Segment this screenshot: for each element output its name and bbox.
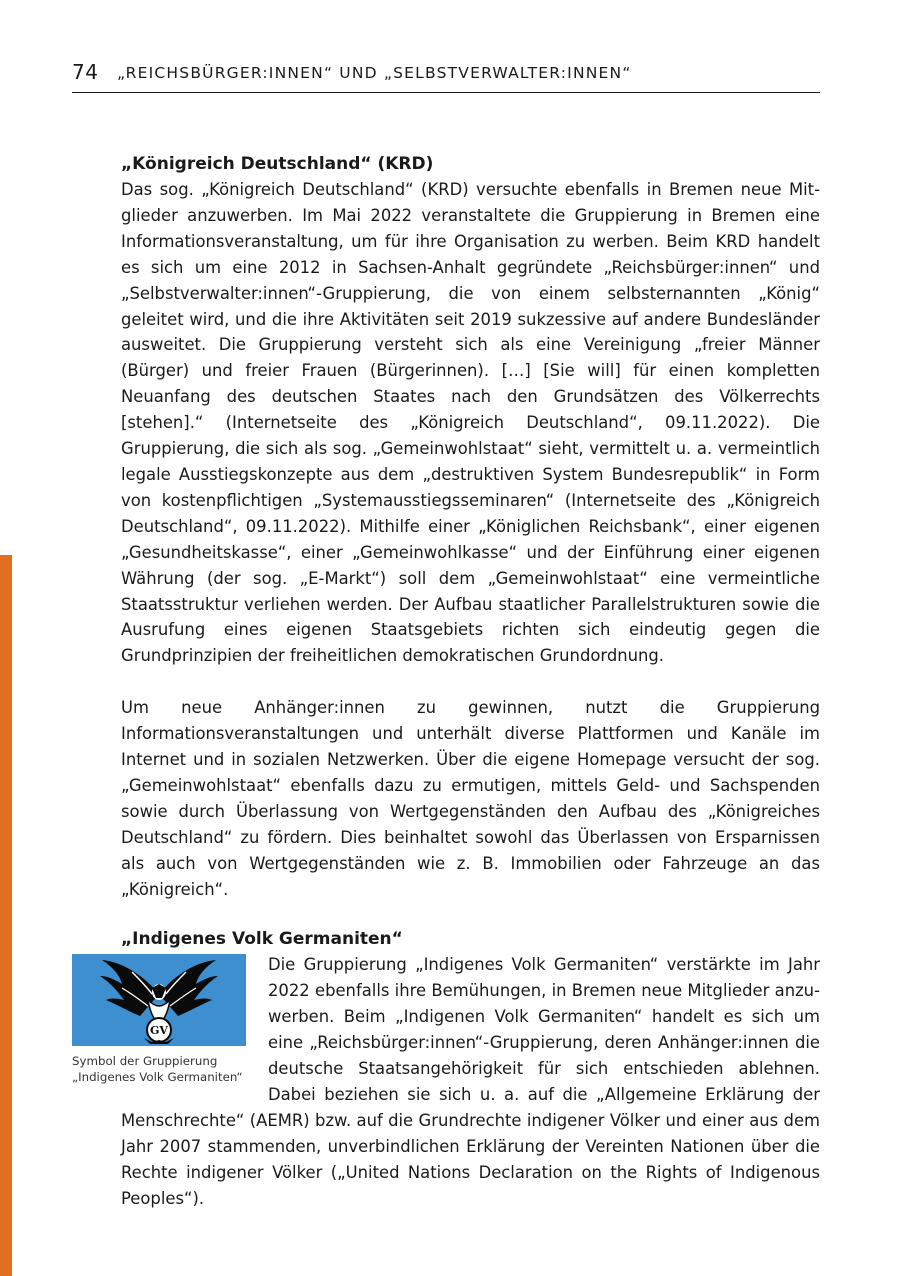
- paragraph-germaniten: Die Gruppierung „Indigenes Volk Germaniten“ verstärkte im Jahr 2022 ebenfalls ihre Bemühungen, in Bremen neue Mitglieder anzuwerben. Beim „Indigenen Volk Germaniten“ handelt es sich um eine „Reichsbürger:innen“-Gruppierung, deren Anhänger:innen die deutsche Staatsangehörigkeit für sich entschieden ablehnen. Dabei beziehen sie sich u. a. auf die „Allgemeine Erklärung der Menschrechte“ (AEMR) bzw. auf die Grundrechte indigener Völker und einer aus dem Jahr 2007 stammenden, unverbindlichen Erklärung der Vereinten Nationen über die Rechte indigener Völker („United Nations Declaration on the Rights of Indigenous Peoples“).: [121, 955, 820, 1208]
- orange-side-bar: [0, 555, 12, 1276]
- paragraph-spacer: [121, 669, 820, 695]
- figure-caption: [72, 1053, 250, 1085]
- running-title: „REICHSBÜRGER:INNEN“ UND „SELBSTVERWALTER:INNEN“: [117, 64, 632, 82]
- caption-line-2: „Indigenes Volk Germaniten“: [72, 1070, 243, 1085]
- eagle-emblem-icon: [72, 954, 246, 1046]
- page-number: 74: [72, 60, 99, 84]
- paragraph-krd-1: Das sog. „Königreich Deutschland“ (KRD) versuchte ebenfalls in Bremen neue Mitglieder anzuwerben. Im Mai 2022 veranstaltete die Gruppierung in Bremen eine Informationsveranstaltung, um für ihre Organisation zu werben. Beim KRD handelt es sich um eine 2012 in Sachsen-Anhalt gegründete „Reichsbürger:innen“ und „Selbstverwalter:innen“-Gruppierung, die von einem selbsternannten „König“ geleitet wird, und die ihre Aktivitäten seit 2019 sukzessive auf andere Bundesländer ausweitet. Die Gruppierung versteht sich als eine Vereinigung „freier Männer (Bürger) und freier Frauen (Bürgerinnen). […] [Sie will] für einen kompletten Neuanfang des deutschen Staates nach den Grundsätzen des Völkerrechts [stehen].“ (Internetseite des „Königreich Deutschland“, 09.11.2022). Die Gruppierung, die sich als sog. „Gemeinwohlstaat“ sieht, vermittelt u. a. vermeintlich legale Ausstiegskonzepte aus dem „destruktiven System Bundesrepublik“ in Form von kostenpflichtigen „Systemausstiegsseminaren“ (Internetseite des „Königreich Deutschland“, 09.11.2022). Mithilfe einer „Königlichen Reichsbank“, einer eigenen „Gesundheitskasse“, einer „Gemeinwohlkasse“ und der Einführung einer eigenen Währung (der sog. „E-Markt“) soll dem „Gemeinwohlstaat“ eine vermeintliche Staatsstruktur verliehen werden. Der Aufbau staatlicher Parallelstrukturen sowie die Ausrufung eines eigenen Staatsgebiets richten sich eindeutig gegen die Grundprinzipien der freiheitlichen demokratischen Grundordnung.: [121, 180, 820, 666]
- caption-line-1: Symbol der Gruppierung: [72, 1054, 218, 1069]
- section-heading-germaniten: „Indigenes Volk Germaniten“: [121, 929, 403, 950]
- section-heading-krd: „Königreich Deutschland“ (KRD): [121, 154, 434, 174]
- paragraph-krd-2: Um neue Anhänger:innen zu gewinnen, nutzt die Gruppierung Informationsveranstaltungen und unterhält diverse Plattformen und Kanäle im Internet und in sozialen Netzwerken. Über die eigene Homepage versucht der sog. „Gemeinwohlstaat“ ebenfalls dazu zu ermutigen, mittels Geld- und Sachspenden sowie durch Überlassung von Wertgegenständen den Aufbau des „Königreiches Deutschland“ zu fördern. Dies beinhaltet sowohl das Überlassen von Ersparnissen als auch von Wertgegenständen wie z. B. Immobilien oder Fahrzeuge an das „Königreich“.: [121, 698, 820, 899]
- emblem-letters: GV: [150, 1024, 168, 1038]
- page-content: [72, 151, 820, 1212]
- section-spacer: [121, 902, 820, 926]
- running-header: [72, 60, 820, 93]
- group-symbol-figure: [72, 954, 250, 1085]
